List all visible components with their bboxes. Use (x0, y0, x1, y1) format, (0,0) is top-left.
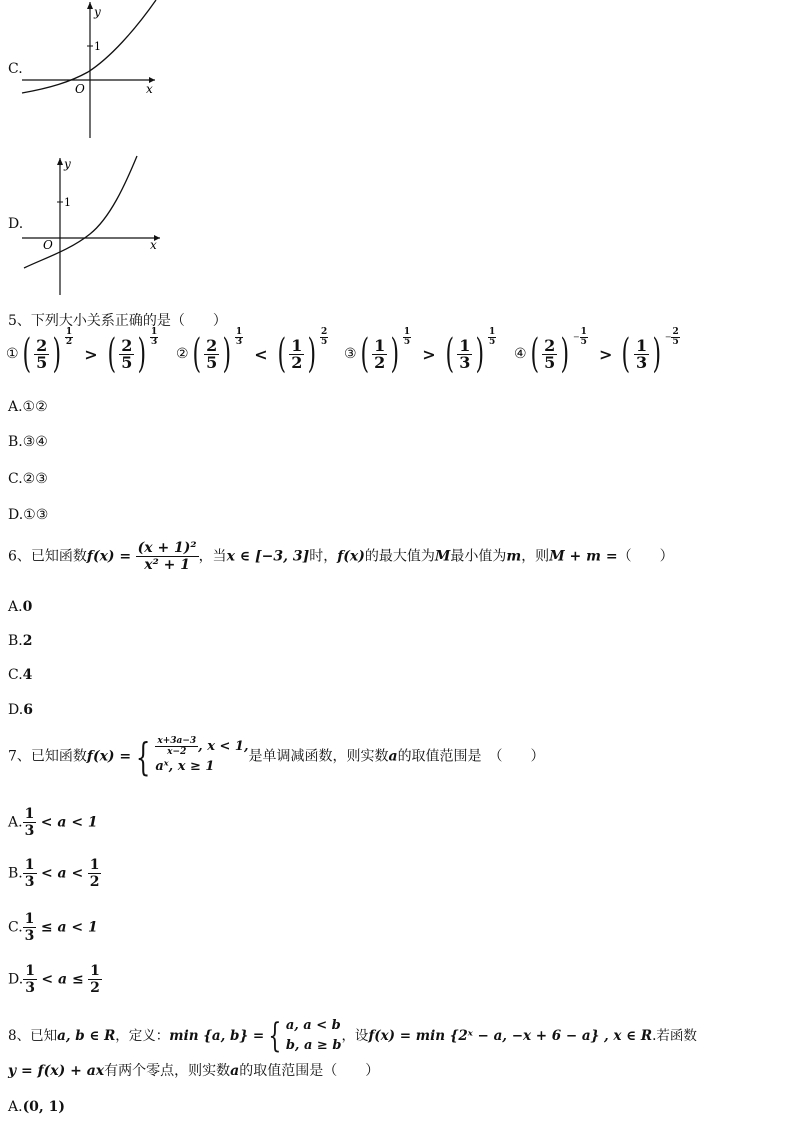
graph-c-x: x (146, 82, 153, 96)
q7-option-c-rel: ≤ a < 1 (40, 919, 98, 936)
q8-line1: 8、已知a, b ∈ R，定义：min {a, b} = { a, a < b b, a ≥ b ，设f(x) = min {2ˣ − a, −x + 6 − a} , x ∈ R.若函数 (8, 1016, 697, 1056)
q7-case2: aˣ, x ≥ 1 (155, 759, 215, 774)
q6-option-c: C.4 (8, 667, 33, 683)
option-d-label: D. (8, 216, 24, 232)
q6-option-b-value: 2 (22, 633, 33, 649)
q7-option-b-rel: < a < (40, 865, 84, 882)
q6-fraction (136, 540, 199, 573)
q7-option-b: B. $\frac{1}{3}$ < a < $\frac{1}{2}$ (8, 857, 100, 890)
q6-M: M (434, 548, 451, 565)
q6-fx: f(x) (337, 548, 365, 565)
q8-cases: a, a < b b, a ≥ b (285, 1018, 342, 1053)
q6-option-a: A.0 (8, 599, 33, 615)
q6-f: f(x) = (86, 548, 132, 565)
graph-d-o: O (43, 238, 53, 252)
q7-num: 7、已知函数 (8, 748, 87, 765)
q7-f: f(x) = (86, 748, 132, 765)
q5-option-d: D.①③ (8, 507, 49, 523)
q7-tail2: 的取值范围是 （ ） (397, 748, 545, 765)
q7-cases (155, 736, 248, 777)
q6-numerator: (x + 1)² (137, 540, 197, 556)
q7-line: 7、已知函数f(x) = { $\frac{x+3a-3}{x-2}$ , x < 1, aˣ, x ≥ 1 是单调减函数，则实数a的取值范围是 （ ） (8, 734, 545, 779)
q5-item-3: ③( $\frac{1}{2}$ ) $\frac{1}{5}$ > ( $\frac{1}{3}$ ) $\frac{1}{5}$ (344, 327, 496, 377)
graph-d-x: x (150, 238, 157, 252)
q6-t3: 最小值为 (450, 548, 507, 565)
q6-mid: ，当 (198, 548, 227, 565)
q5-items (6, 327, 706, 382)
q7-option-c: C. $\frac{1}{3}$ ≤ a < 1 (8, 911, 98, 944)
q6-num: 6、已知函数 (8, 548, 87, 565)
q6-m: m (506, 548, 522, 565)
q6-t1: 时， (309, 548, 338, 565)
q6-option-a-value: 0 (22, 599, 33, 615)
q8-option-a: A.(0, 1) (8, 1099, 66, 1115)
option-c-label: C. (8, 61, 23, 77)
q6-option-c-value: 4 (22, 667, 33, 683)
graph-c-o: O (75, 82, 85, 96)
graph-c (0, 0, 170, 140)
q8-line2: y = f(x) + ax有两个零点，则实数a的取值范围是（ ） (8, 1063, 380, 1079)
q6-t2: 的最大值为 (364, 548, 435, 565)
graph-c-y: y (94, 5, 101, 19)
q6-line (8, 540, 674, 582)
q8-option-a-value: (0, 1) (22, 1099, 66, 1115)
q5-option-c: C.②③ (8, 471, 48, 487)
q5-stem: 5、下列大小关系正确的是（ ） (8, 313, 227, 329)
q5-option-b: B.③④ (8, 434, 48, 450)
q5-item-1-mark: ① (6, 346, 19, 362)
q6-denominator: x² + 1 (144, 557, 190, 573)
q7-a: a (388, 748, 398, 765)
q6-cond: x ∈ [−3, 3] (226, 548, 310, 565)
q6-option-b: B.2 (8, 633, 33, 649)
q8-min: min {a, b} = (169, 1028, 265, 1044)
q6-option-d-value: 6 (23, 702, 33, 718)
q7-option-a: A. $\frac{1}{3}$ < a < 1 (8, 806, 98, 839)
q6-option-d: D.6 (8, 702, 33, 718)
q5-item-3-mark: ③ (344, 346, 357, 362)
q8-fdef: f(x) = min {2ˣ − a, −x + 6 − a} , x ∈ R (368, 1028, 653, 1044)
q7-option-a-rel: < a < 1 (40, 814, 98, 831)
q6-tail: （ ） (617, 548, 674, 565)
q5-item-4: ④( $\frac{2}{5}$ ) − $\frac{1}{5}$ > ( $\frac{1}{3}$ ) − $\frac{2}{5}$ (514, 327, 679, 377)
graph-d (0, 150, 170, 300)
q7-case1-den: x−2 (167, 747, 187, 757)
q5-item-2: ②( $\frac{2}{5}$ ) $\frac{1}{3}$ < ( $\frac{1}{2}$ ) $\frac{2}{5}$ (176, 327, 328, 377)
q6-t4: ，则 (521, 548, 550, 565)
graph-d-svg (0, 150, 170, 300)
q6-sum: M + m = (549, 548, 618, 565)
graph-c-svg (0, 0, 170, 140)
q8-yf: y = f(x) + ax (8, 1063, 105, 1079)
graph-d-y: y (64, 157, 71, 171)
q5-item-1: ①( $\frac{2}{5}$ ) $\frac{1}{2}$ > ( $\frac{2}{5}$ ) $\frac{1}{3}$ (6, 327, 158, 377)
q8-ab: a, b ∈ R (57, 1028, 116, 1044)
graph-c-one: 1 (94, 40, 101, 53)
q5-item-4-mark: ④ (514, 346, 527, 362)
q7-case1-rest: , x < 1, (198, 739, 249, 754)
q5-item-2-mark: ② (176, 346, 189, 362)
graph-d-one: 1 (64, 196, 71, 209)
q7-case1-num: x+3a−3 (157, 736, 197, 746)
q5-option-a: A.①② (8, 399, 48, 415)
q7-tail1: 是单调减函数，则实数 (248, 748, 389, 765)
q7-option-d-rel: < a ≤ (41, 971, 84, 988)
q7-option-d: D. $\frac{1}{3}$ < a ≤ $\frac{1}{2}$ (8, 963, 100, 996)
